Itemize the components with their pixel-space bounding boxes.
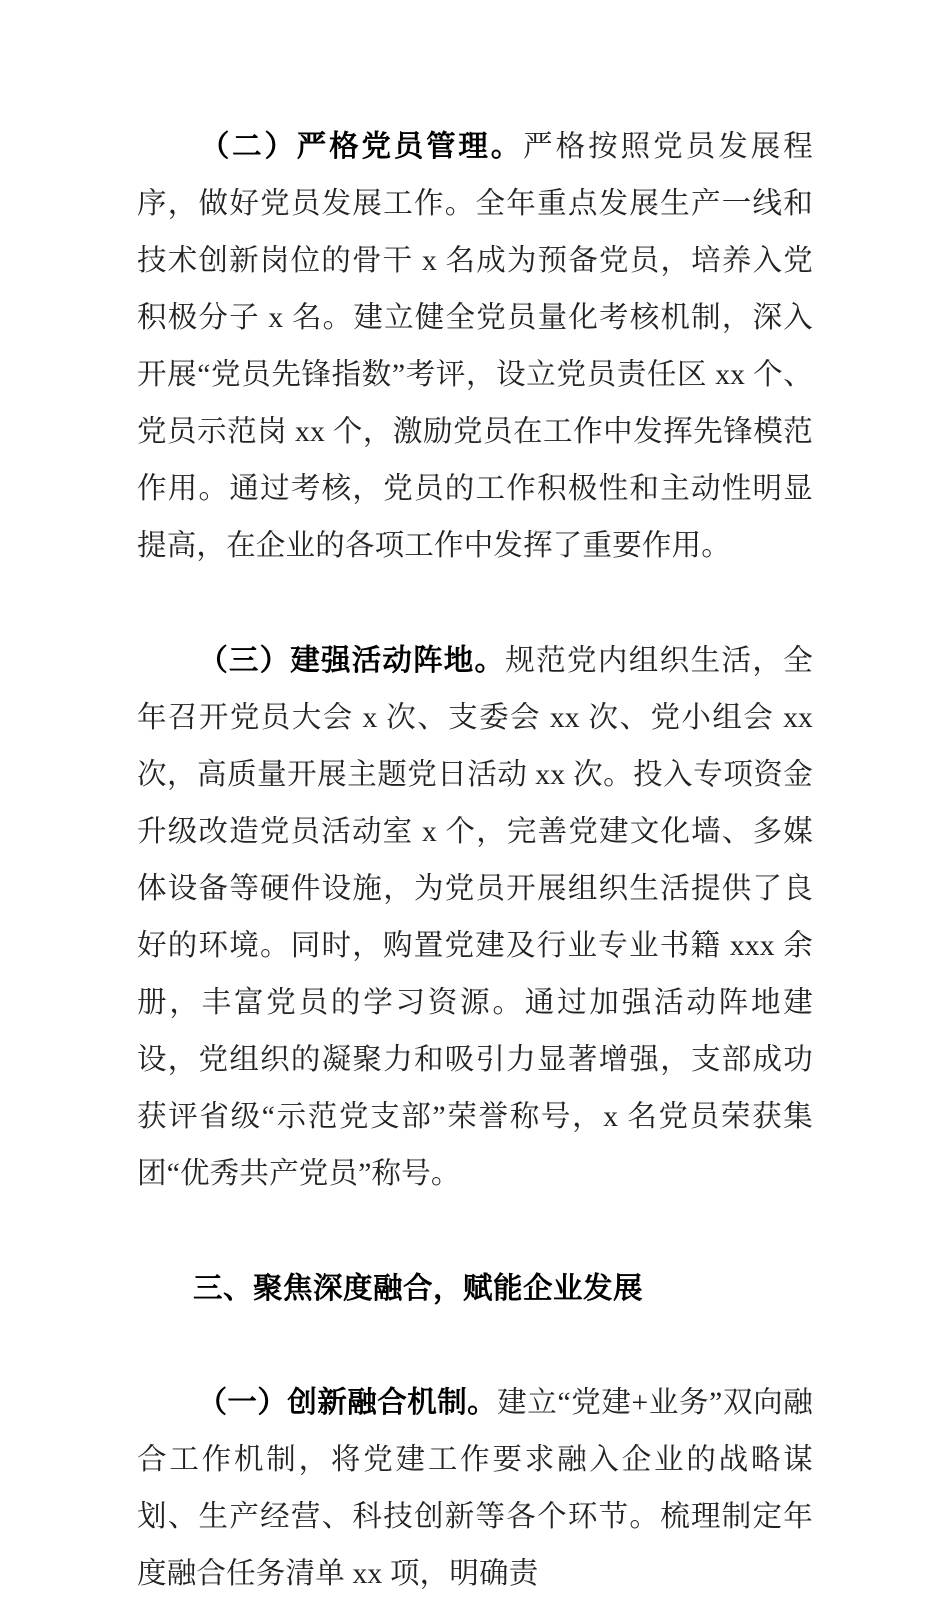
run-in-subheading-innovate-integration-mechanism: （一）创新融合机制。 [197, 1386, 498, 1419]
section-heading-deep-integration [137, 1260, 813, 1317]
paragraph-strict-party-member-management [137, 118, 813, 575]
paragraph-spacer [137, 575, 813, 632]
paragraph-body-text: 严格按照党员发展程序，做好党员发展工作。全年重点发展生产一线和技术创新岗位的骨干 x 名成为预备党员，培养入党积极分子 x 名。建立健全党员量化考核机制，深入开展“党员先锋指数”考评，设立党员责任区 xx 个、党员示范岗 xx 个，激励党员在工作中发挥先锋模范作用。通过考核，党员的工作积极性和主动性明显提高，在企业的各项工作中发挥了重要作用。 [137, 131, 813, 562]
paragraph-spacer [137, 1317, 813, 1374]
paragraph-body-text: 规范党内组织生活，全年召开党员大会 x 次、支委会 xx 次、党小组会 xx 次，高质量开展主题党日活动 xx 次。投入专项资金升级改造党员活动室 x 个，完善党建文化墙、多媒体设备等硬件设施，为党员开展组织生活提供了良好的环境。同时，购置党建及行业专业书籍 xxx 余册，丰富党员的学习资源。通过加强活动阵地建设，党组织的凝聚力和吸引力显著增强，支部成功获评省级“示范党支部”荣誉称号，x 名党员荣获集团“优秀共产党员”称号。 [137, 645, 813, 1190]
run-in-subheading-strict-party-member-management: （二）严格党员管理。 [197, 130, 524, 163]
document-text-body [137, 118, 813, 1603]
paragraph-innovate-integration-mechanism [137, 1374, 813, 1603]
paragraph-spacer [137, 1203, 813, 1260]
paragraph-body-text: 建立“党建+业务”双向融合工作机制，将党建工作要求融入企业的战略谋划、生产经营、科技创新等各个环节。梳理制定年度融合任务清单 xx 项，明确责 [137, 1387, 813, 1590]
paragraph-strengthen-activity-positions [137, 632, 813, 1203]
section-heading-text: 三、聚焦深度融合，赋能企业发展 [193, 1272, 644, 1305]
run-in-subheading-strengthen-activity-positions: （三）建强活动阵地。 [197, 644, 506, 677]
